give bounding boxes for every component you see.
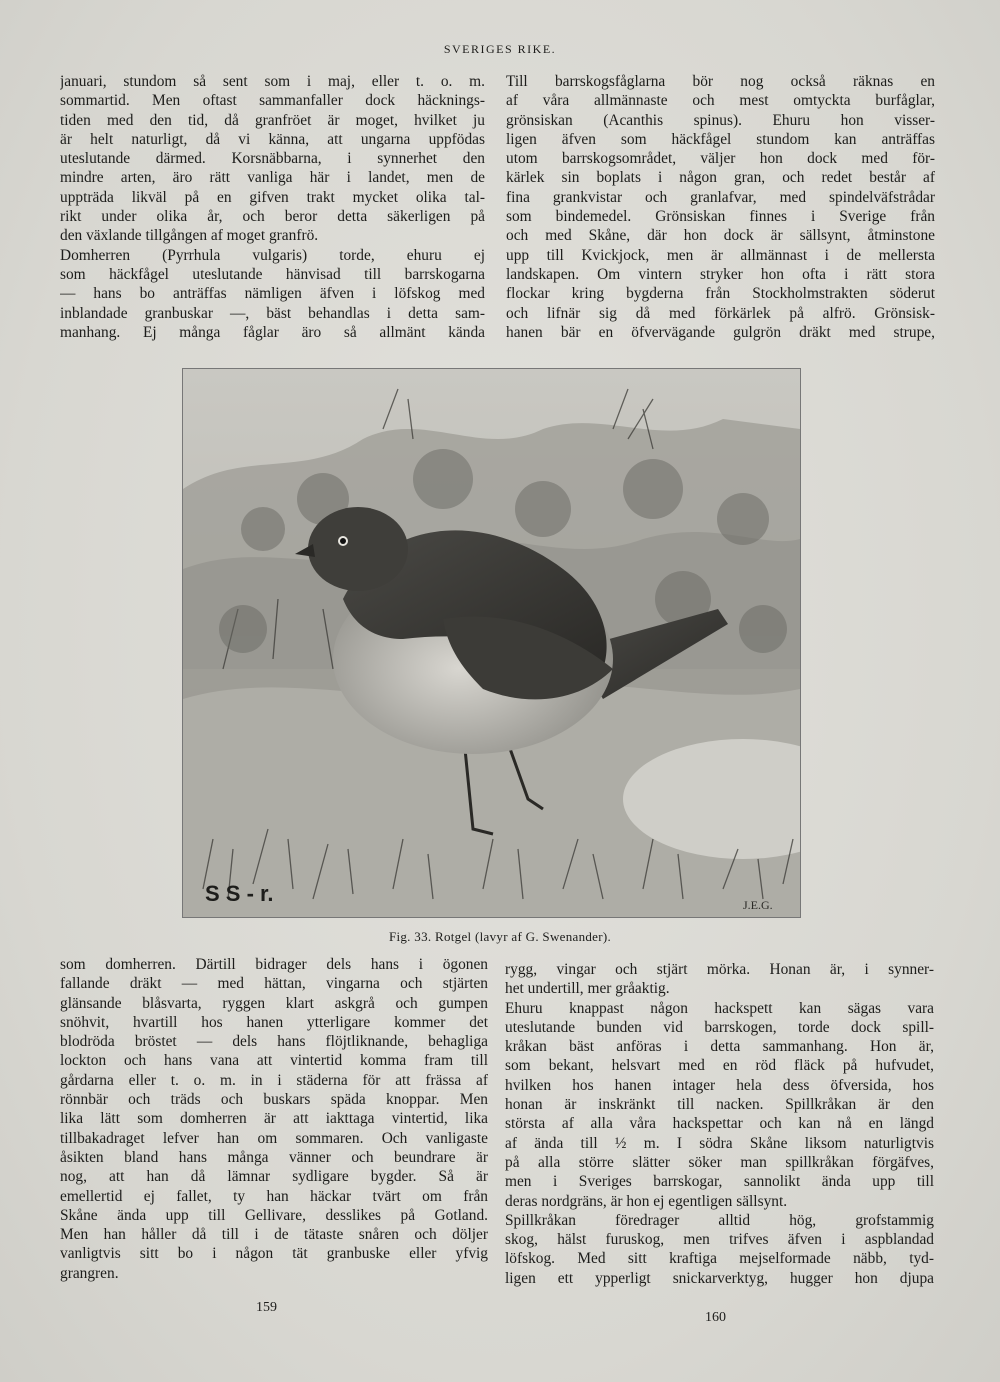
- text-line: som domherren. Därtill bidrager dels hans i ögonen: [60, 956, 488, 973]
- page-number-right: 160: [705, 1310, 726, 1325]
- text-line: är helt naturligt, då vi känna, att ungarna uppfödas: [60, 130, 485, 148]
- text-line: glänsande blåsvarta, ryggen klart askgrå och gumpen: [60, 994, 488, 1012]
- text-line: — hans bo anträffas nämligen äfven i löfskog med: [60, 285, 485, 303]
- text-line: deras nordgräns, är hon ej egentligen sällsynt.: [505, 1192, 788, 1210]
- figure-caption: Fig. 33. Rotgel (lavyr af G. Swenander).: [388, 929, 612, 944]
- text-line: som bekant, helsvart med en röd fläck på hufvudet,: [505, 1057, 934, 1075]
- page-number-left: 159: [256, 1300, 277, 1315]
- text-line: som bindemedel. Grönsiskan finnes i Sverige från: [506, 208, 935, 226]
- text-line: Men han håller då till i de tätaste snåren och döljer: [60, 1226, 488, 1244]
- text-line: löfskog. Med sitt kraftiga mejselformade näbb, tyd-: [505, 1250, 934, 1268]
- text-line: blodröda bröstet — dels hans flöjtliknande, behagliga: [60, 1033, 488, 1051]
- text-line: som häckfågel uteslutande hänvisad till barrskogarna: [60, 265, 485, 283]
- text-line: inblandade granbuskar —, bäst behandlas i detta sam-: [60, 304, 485, 322]
- bird-illustration: [182, 368, 801, 918]
- text-line: gårdarna eller t. o. m. in i städerna för att frässa af: [60, 1071, 488, 1089]
- text-line: största af alla våra hackspettar och kan nå en längd: [505, 1115, 934, 1133]
- column-bottom-right: [505, 960, 934, 1288]
- text-line: och med Skåne, där hon dock är sällsynt, åtminstone: [506, 227, 935, 245]
- text-line: rygg, vingar och stjärt mörka. Honan är, i synner-: [505, 961, 934, 978]
- text-line: tiden med den tid, då granfröet är moget, hvilket ju: [60, 111, 485, 129]
- text-line: utom barrskogsområdet, väljer hon dock med för-: [506, 150, 935, 168]
- text-line: honan är inskränkt till nacken. Spillkråkan är den: [505, 1096, 934, 1114]
- text-line: uteslutande bunden vid barrskogen, torde dock spill-: [505, 1018, 934, 1036]
- text-line: rönnbär och träds och buskars späda knoppar. Men: [60, 1091, 488, 1109]
- text-line: skog, hälst furuskog, men trifves äfven i aspblandad: [505, 1231, 934, 1249]
- engraving-robin: [183, 369, 800, 917]
- artist-monogram: S S - r.: [205, 881, 274, 906]
- text-line: het undertill, mer gråaktig.: [505, 980, 670, 998]
- text-line: Skåne ända upp till Gellivare, desslikes på Gotland.: [60, 1206, 488, 1224]
- text-line: lockton och hans vana att vintertid komma fram till: [60, 1052, 488, 1070]
- text-line: af ända till ½ m. I södra Skåne liksom naturligtvis: [505, 1134, 934, 1152]
- text-line: fallande dräkt — med hättan, vingarna och stjärten: [60, 975, 488, 993]
- text-line: mindre arten, äro rätt vanliga här i landet, men de: [60, 169, 485, 187]
- text-line: Ehuru knappast någon hackspett kan sägas vara: [505, 999, 934, 1017]
- text-line: Domherren (Pyrrhula vulgaris) torde, ehuru ej: [60, 246, 485, 264]
- text-line: januari, stundom så sent som i maj, eller t. o. m.: [60, 73, 485, 90]
- text-line: den växlande tillgången af moget granfrö.: [60, 227, 319, 245]
- text-line: flockar kring bygderna från Stockholmstrakten söderut: [506, 285, 935, 303]
- text-line: landskapen. Om vintern stryker hon ofta i rätt stora: [506, 265, 935, 283]
- text-line: uppträda likväl på en gifven trakt mycket olika tal-: [60, 188, 485, 206]
- column-bottom-left: [60, 955, 488, 1283]
- running-head: SVERIGES RIKE.: [443, 42, 557, 56]
- column-top-left: [60, 72, 485, 342]
- text-line: och lifnär sig då med förkärlek på alfrö. Grönsisk-: [506, 304, 935, 322]
- text-line: af våra allmännaste och mest omtyckta burfåglar,: [506, 92, 935, 110]
- text-line: åsikten bland hans många vänner och beundrare är: [60, 1148, 488, 1166]
- text-line: ligen äfven som häckfågel stundom kan anträffas: [506, 130, 935, 148]
- text-line: kärlek sin boplats i någon gran, och redet består af: [506, 169, 935, 187]
- text-line: uteslutande därmed. Korsnäbbarna, i synnerhet den: [60, 150, 485, 168]
- text-line: rikt under olika år, och beror detta säkerligen på: [60, 208, 485, 226]
- text-line: snöhvit, hvartill hos hanen ytterligare kommer det: [60, 1013, 488, 1031]
- text-line: manhang. Ej många fåglar äro så allmänt kända: [60, 323, 485, 341]
- text-line: vanligtvis sitt bo i någon tät granbuske eller yfvig: [60, 1245, 488, 1263]
- text-line: nog, att han då lämnar sydligare bygder. Så är: [60, 1168, 488, 1186]
- text-line: sommartid. Men oftast sammanfaller dock häcknings-: [60, 92, 485, 110]
- text-line: Till barrskogsfåglarna bör nog också räknas en: [506, 73, 935, 90]
- text-line: Spillkråkan föredrager alltid hög, grofstammig: [505, 1211, 934, 1229]
- text-line: upp till Kvickjock, men är allmännast i de mellersta: [506, 246, 935, 264]
- text-line: hvilken hos hanen intager hela dess öfversida, hos: [505, 1076, 934, 1094]
- text-line: på alla större slätter söker man spillkråkan förgäfves,: [505, 1153, 934, 1171]
- text-line: hanen bär en öfvervägande gulgrön dräkt med strupe,: [506, 323, 935, 341]
- text-line: ligen ett ypperligt snickarverktyg, hugger hon djupa: [505, 1269, 934, 1287]
- column-top-right: [506, 72, 935, 342]
- text-line: emellertid ej fallet, ty han häckar tvärt om från: [60, 1187, 488, 1205]
- text-line: men i Sveriges barrskogar, sannolikt ända upp till: [505, 1173, 934, 1191]
- text-line: tillbakadraget lefver han om sommaren. Och vanligaste: [60, 1129, 488, 1147]
- engraver-mark: J.E.G.: [743, 898, 773, 912]
- text-line: grönsiskan (Acanthis spinus). Ehuru hon visser-: [506, 111, 935, 129]
- text-line: lika lätt som domherren är att iakttaga vintertid, lika: [60, 1110, 488, 1128]
- text-line: fina grankvistar och granlafvar, med spindelväfstrådar: [506, 188, 935, 206]
- text-line: grangren.: [60, 1264, 119, 1282]
- text-line: kråkan bäst anföras i detta sammanhang. Hon är,: [505, 1038, 934, 1056]
